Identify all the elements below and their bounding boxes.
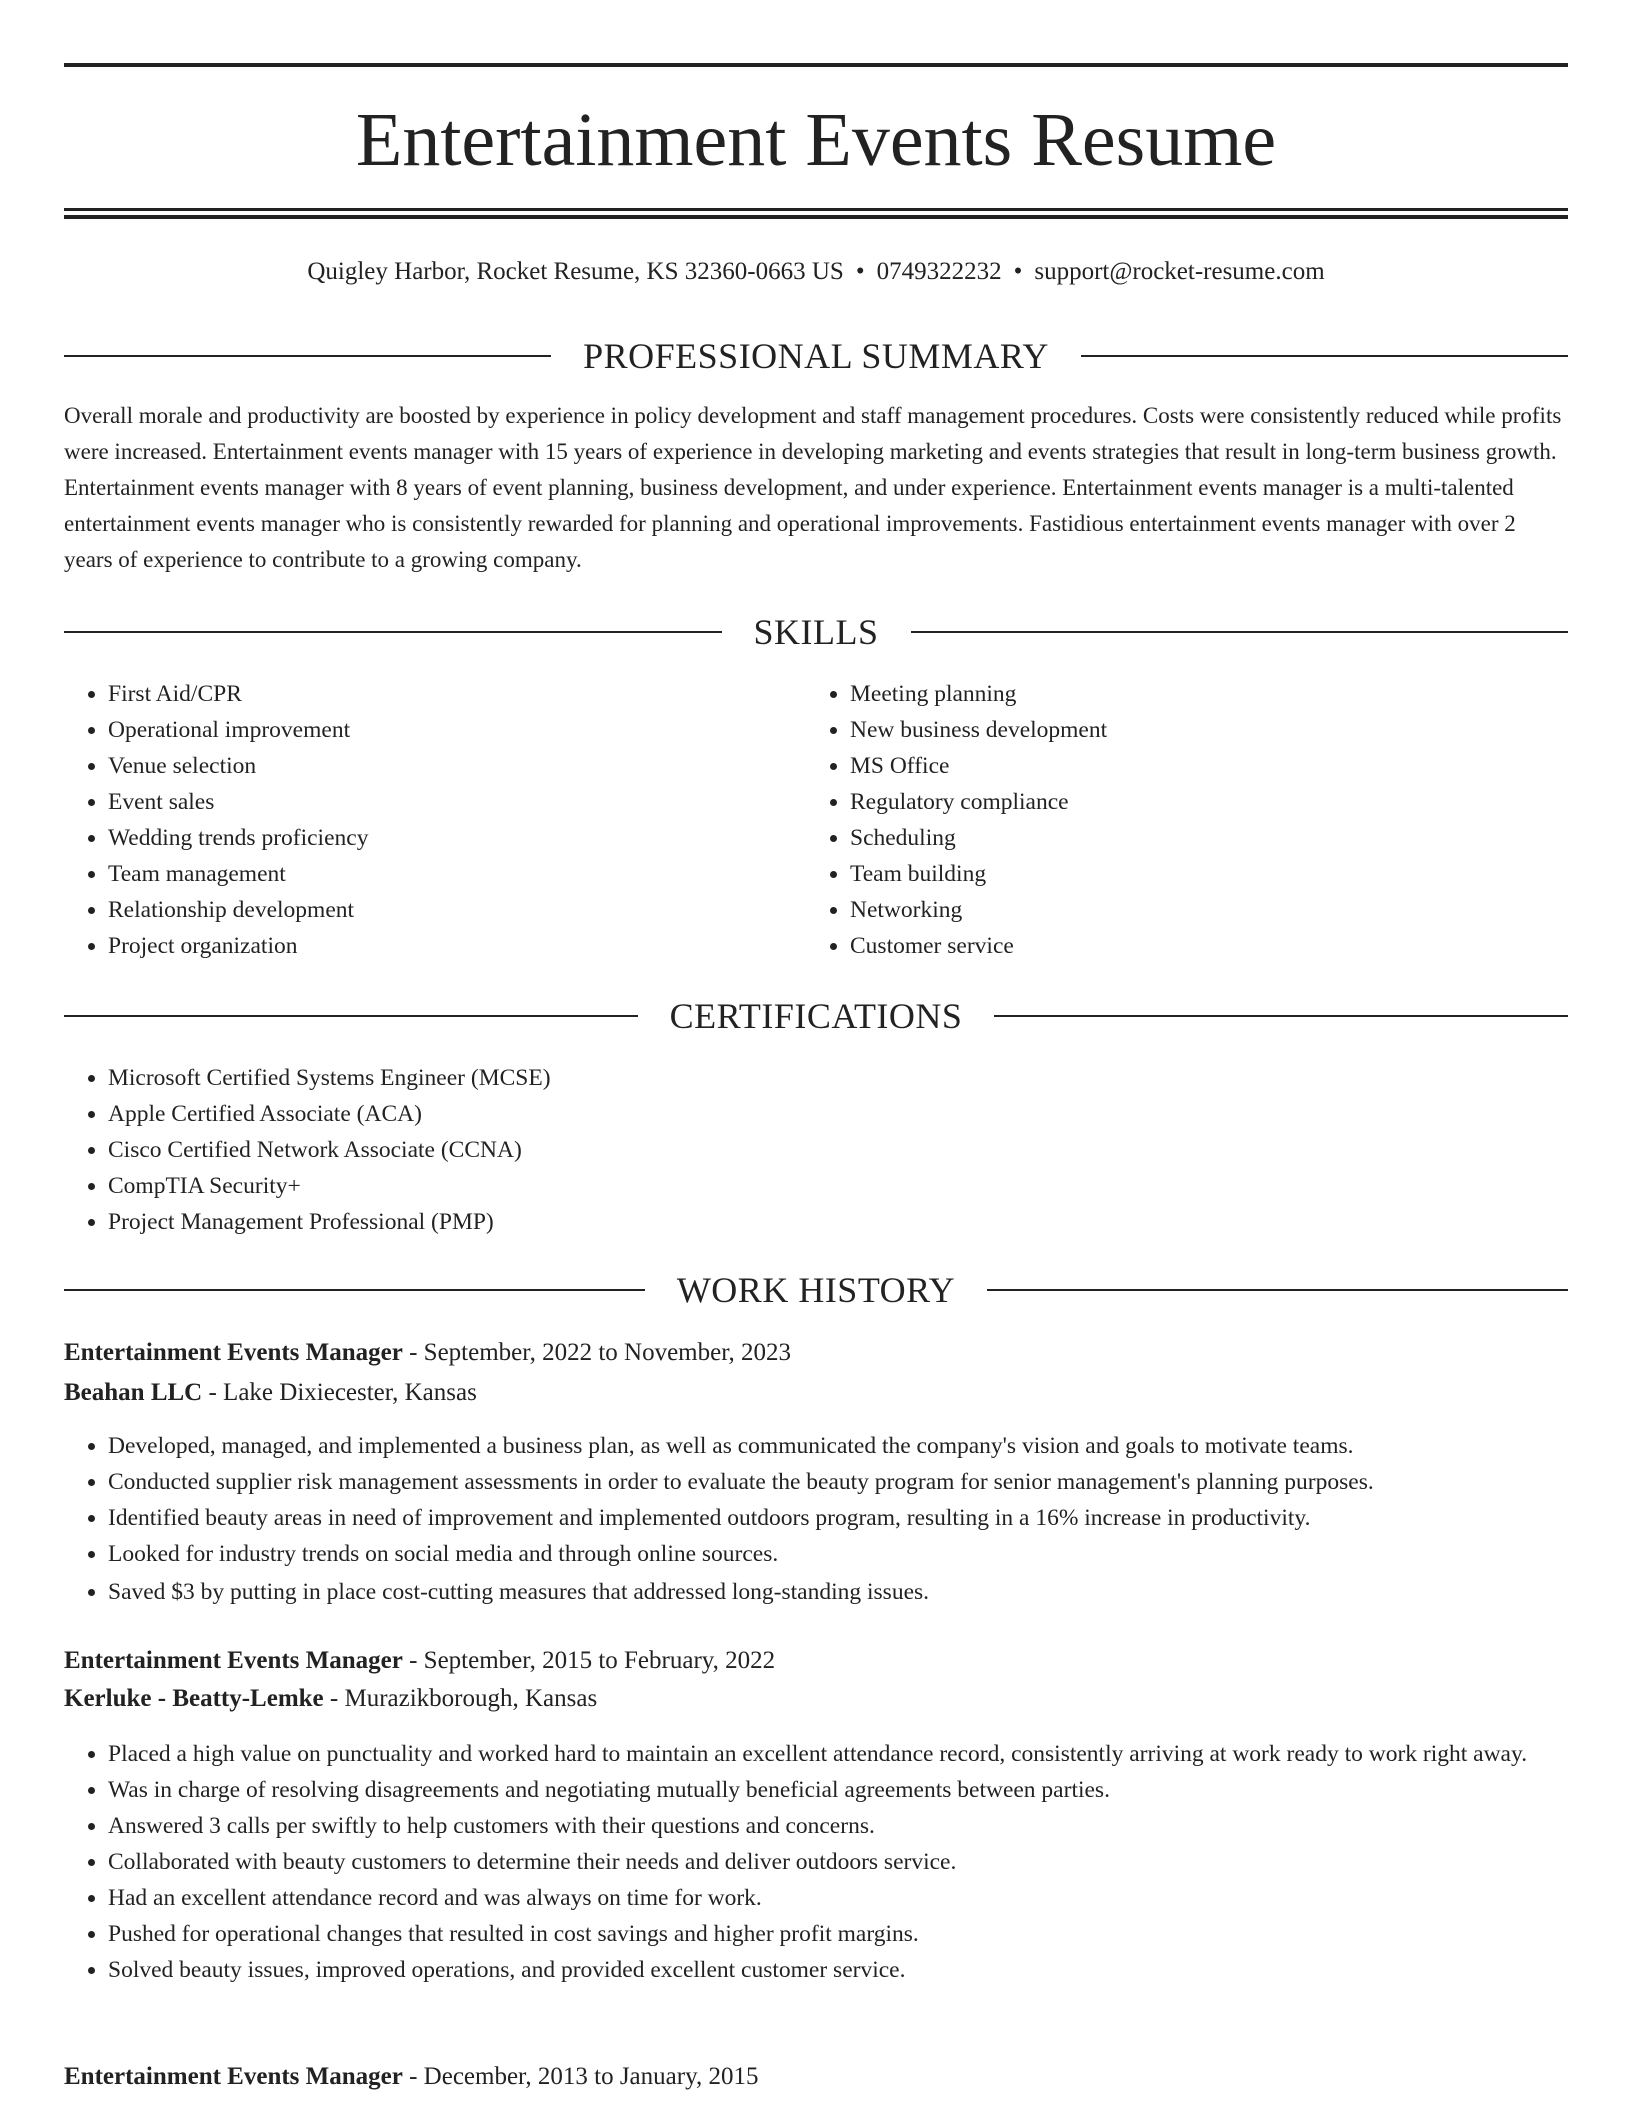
heading-rule: [64, 631, 722, 633]
job-bullet: • Was in charge of resolving disagreements and negotiating mutually beneficial agreements between parties.: [108, 1772, 1568, 1808]
job-bullet: • Collaborated with beauty customers to determine their needs and deliver outdoors service.: [108, 1844, 1568, 1880]
section-heading-certifications: [64, 994, 1568, 1038]
section-heading-work: [64, 1268, 1568, 1312]
skill-item: • Scheduling: [850, 820, 1550, 856]
job-bullet: • Conducted supplier risk management assessments in order to evaluate the beauty program for senior management's planning purposes.: [108, 1464, 1568, 1500]
contact-email: support@rocket-resume.com: [1034, 258, 1325, 285]
job-title-line: [64, 1334, 791, 1372]
job-bullet: • Developed, managed, and implemented a business plan, as well as communicated the company's vision and goals to motivate teams.: [108, 1428, 1568, 1464]
contact-separator: •: [855, 258, 865, 285]
job-bullet: • Looked for industry trends on social media and through online sources.: [108, 1536, 1568, 1572]
skills-list-left: [64, 676, 798, 964]
skills-list-right: [806, 676, 1550, 964]
skill-item: • Relationship development: [108, 892, 798, 928]
job-bullet: • Saved $3 by putting in place cost-cutting measures that addressed long-standing issues.: [108, 1574, 1568, 1610]
section-heading-summary: [64, 334, 1568, 378]
section-title: PROFESSIONAL SUMMARY: [583, 336, 1049, 376]
skill-item: • Venue selection: [108, 748, 798, 784]
job-bullets: [64, 1736, 1568, 1988]
skill-item: • Event sales: [108, 784, 798, 820]
certification-item: • CompTIA Security+: [108, 1168, 1568, 1204]
certification-item: • Cisco Certified Network Associate (CCNA): [108, 1132, 1568, 1168]
job-title: Entertainment Events Manager: [64, 1339, 403, 1366]
skill-item: • Operational improvement: [108, 712, 798, 748]
job-bullet: • Solved beauty issues, improved operations, and provided excellent customer service.: [108, 1952, 1568, 1988]
skill-item: • Meeting planning: [850, 676, 1550, 712]
job-location: - Murazikborough, Kansas: [323, 1685, 598, 1712]
job-title: Entertainment Events Manager: [64, 2063, 403, 2090]
skill-item: • New business development: [850, 712, 1550, 748]
job-location: - Lake Dixiecester, Kansas: [202, 1379, 477, 1406]
heading-rule: [994, 1015, 1568, 1017]
job-company: Kerluke - Beatty-Lemke: [64, 1685, 324, 1712]
contact-line: [64, 254, 1568, 290]
job-bullet: • Had an excellent attendance record and was always on time for work.: [108, 1880, 1568, 1916]
skill-item: • MS Office: [850, 748, 1550, 784]
job-dates: - September, 2022 to November, 2023: [402, 1339, 792, 1366]
section-title: SKILLS: [753, 612, 879, 652]
heading-rule: [64, 355, 551, 357]
job-title: Entertainment Events Manager: [64, 1647, 403, 1674]
job-company-line: [64, 1374, 477, 1412]
skill-item: • Project organization: [108, 928, 798, 964]
certification-item: • Project Management Professional (PMP): [108, 1204, 1568, 1240]
job-dates: - December, 2013 to January, 2015: [402, 2063, 759, 2090]
job-title-line: [64, 1642, 775, 1680]
certification-item: • Microsoft Certified Systems Engineer (MCSE): [108, 1060, 1568, 1096]
certifications-list: [64, 1060, 1568, 1240]
section-title: CERTIFICATIONS: [669, 996, 963, 1036]
section-heading-skills: [64, 610, 1568, 654]
skill-item: • Team management: [108, 856, 798, 892]
skill-item: • Networking: [850, 892, 1550, 928]
page-title: Entertainment Events Resume: [355, 98, 1277, 182]
skill-item: • First Aid/CPR: [108, 676, 798, 712]
top-rule: [64, 63, 1568, 67]
heading-rule: [911, 631, 1569, 633]
heading-rule: [64, 1289, 645, 1291]
title-rule-lower: [64, 215, 1568, 219]
job-title-line: [64, 2058, 758, 2096]
skill-item: • Customer service: [850, 928, 1550, 964]
skill-item: • Wedding trends proficiency: [108, 820, 798, 856]
skill-item: • Regulatory compliance: [850, 784, 1550, 820]
job-bullet: • Pushed for operational changes that resulted in cost savings and higher profit margins.: [108, 1916, 1568, 1952]
job-bullets: [64, 1428, 1568, 1610]
summary-paragraph: Overall morale and productivity are boosted by experience in policy development and staff management procedures. Costs were consistently reduced while profits were increased. Entertainment events manager with 15 years of experience in developing marketing and events strategies that result in long-term business growth. Entertainment events manager with 8 years of event planning, business development, and under experience. Entertainment events manager is a multi-talented entertainment events manager who is consistently rewarded for planning and operational improvements. Fastidious entertainment events manager with over 2 years of experience to contribute to a growing company.: [64, 403, 1562, 572]
contact-separator: •: [1013, 258, 1023, 285]
heading-rule: [64, 1015, 638, 1017]
certification-item: • Apple Certified Associate (ACA): [108, 1096, 1568, 1132]
contact-address: Quigley Harbor, Rocket Resume, KS 32360-0663 US: [307, 258, 844, 285]
heading-rule: [987, 1289, 1568, 1291]
contact-phone: 0749322232: [876, 258, 1002, 285]
heading-rule: [1081, 355, 1568, 357]
job-bullet: • Placed a high value on punctuality and worked hard to maintain an excellent attendance record, consistently arriving at work ready to work right away.: [108, 1736, 1568, 1772]
job-dates: - September, 2015 to February, 2022: [402, 1647, 776, 1674]
job-company-line: [64, 1680, 597, 1718]
skill-item: • Team building: [850, 856, 1550, 892]
job-company: Beahan LLC: [64, 1379, 203, 1406]
job-bullet: • Answered 3 calls per swiftly to help customers with their questions and concerns.: [108, 1808, 1568, 1844]
job-bullet: • Identified beauty areas in need of improvement and implemented outdoors program, resulting in a 16% increase in productivity.: [108, 1500, 1568, 1536]
section-title: WORK HISTORY: [676, 1270, 956, 1310]
title-rule-upper: [64, 208, 1568, 211]
